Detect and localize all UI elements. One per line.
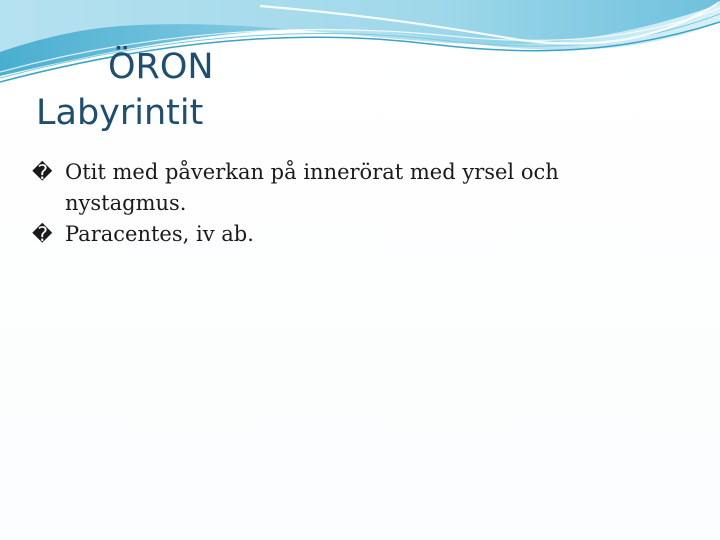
bullet-icon: �: [32, 222, 53, 246]
bullet-list: [30, 157, 630, 250]
title-line-1: ÖRON: [108, 47, 214, 87]
bullet-icon: �: [32, 160, 53, 184]
title-line-2: Labyrintit: [36, 93, 204, 133]
bullet-text: Paracentes, iv ab.: [65, 222, 254, 246]
list-item: [30, 219, 630, 250]
slide-title: [36, 44, 214, 136]
bullet-text: Otit med påverkan på innerörat med yrsel och nystagmus.: [65, 160, 559, 215]
list-item: [30, 157, 630, 219]
